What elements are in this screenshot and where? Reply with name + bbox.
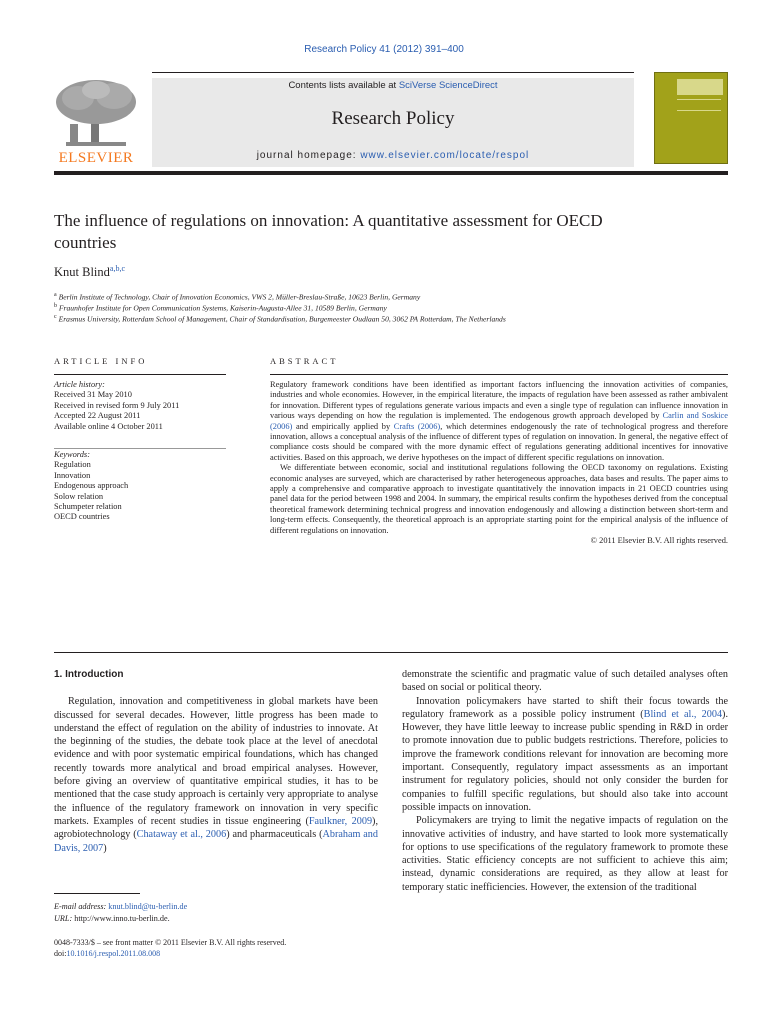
author-url: URL: http://www.inno.tu-berlin.de. — [54, 914, 170, 923]
abstract-body: Regulatory framework conditions have been identified as important factors influencing the innovation activities of companies, industries and whole economies. However, in the empirical literature, the impacts of regulation have been assessed as rather ambivalent for innovation. Different types of regulations generate various impacts and even a single type of regulation can influence innovation in various ways depending on how the regulation is implemented. The endogenous growth approach developed by Carlin and Soskice (2006) and empirically applied by Crafts (2006), which determines endogenously the rate of technological progress and therefore innovation, allows a conceptual analysis of the influence of different types of regulation on innovation. In general, the negative effect of compliance costs should be compared with the more dynamic effect of regulations generating additional incentives for innovative activities. Based on this approach, we derive hypotheses on the impact of different specific regulations on innovation. We differentiate between economic, social and institutional regulations following the OECD taxonomy on regulations. Existing economic analyses are surveyed, which are characterised by rather heterogeneous approaches, data bases and results. The paper aims to apply a comprehensive and comparative approach to investigate quantitatively the innovation impacts in 21 OECD countries using panel data for the period between 1998 and 2004. In summary, the empirical results confirm the hypotheses derived from the conceptual theoretical framework determining technical progress and innovation endogenously and allowing a distinction between short-term and long-term effects. Consequently, the theoretical approach is an appropriate starting point for the empirical analysis of the influence of different regulations on innovation. © 2011 Elsevier B.V. All rights reserved. — [270, 380, 728, 546]
journal-title: Research Policy — [331, 108, 455, 129]
author-affiliation-links[interactable]: a,b,c — [109, 264, 126, 273]
section-rule — [54, 652, 728, 653]
keyword: OECD countries — [54, 512, 110, 522]
affiliation-b: $^b$ Fraunhofer Institute for Open Communication Systems, Kaiserin-Augusta-Allee 31, 10589 Berlin, Germany — [54, 303, 387, 313]
elsevier-wordmark: ELSEVIER — [58, 150, 134, 166]
email-link[interactable]: knut.blind@tu-berlin.de — [108, 902, 188, 911]
front-matter: 0048-7333/$ – see front matter © 2011 Elsevier B.V. All rights reserved. — [54, 938, 287, 947]
author: Knut Blind$^{a,b,c}$ — [54, 264, 126, 280]
body-right-column: demonstrate the scientific and pragmatic value of such detailed analyses often based on social or political theory. Innovation policymakers have started to shift their focus towards the regulatory framework as a possible policy instrument (Blind et al., 2004). However, they have little leeway to increase public spending in R&D in order to promote innovation due to public budgets restrictions. Therefore, policies to improve the framework conditions relevant for innovation are becoming more important. Consequently, regulatory impact assessments as an important instrument for regulatory policies, should not only consider the burden for companies to fulfill specific regulations, but should also take into account possible impacts on innovation. Policymakers are trying to limit the negative impacts of regulation on the innovative activities of industry, and have started to look more systematically for options to use specifications of the regulatory framework to promote these activities. Static efficiency concepts are not sufficient to achieve this aim; instead, dynamic considerations are required, as they allow at least for temporary static inefficiencies. However, the extension of the traditional — [402, 669, 728, 893]
affiliation-c: $^c$ Erasmus University, Rotterdam School of Management, Chair of Standardisation, Burgemeester Oudlaan 50, 3062 PA Rotterdam, The Netherlands — [54, 314, 506, 324]
article-history: Article history: Received 31 May 2010 Received in revised form 9 July 2011 Accepted 22 August 2011 Available online 4 October 2011 — [54, 380, 180, 431]
article-info-rule — [54, 374, 226, 375]
info-divider — [54, 448, 226, 449]
keyword: Schumpeter relation — [54, 502, 122, 512]
citation-faulkner[interactable]: Faulkner, 2009 — [308, 815, 373, 827]
abstract-heading: ABSTRACT — [270, 356, 339, 366]
section-heading-introduction: 1. Introduction — [54, 669, 124, 680]
affiliation-a: $^a$ Berlin Institute of Technology, Chair of Innovation Economics, VWS 2, Müller-Breslau-Straße, 10623 Berlin, Germany — [54, 292, 421, 302]
keyword: Solow relation — [54, 491, 104, 501]
journal-cover-thumbnail — [654, 72, 728, 164]
url-link[interactable]: http://www.inno.tu-berlin.de. — [74, 914, 170, 923]
citation-crafts[interactable]: Crafts (2006) — [393, 421, 441, 431]
keyword: Innovation — [54, 470, 91, 480]
header-rule — [152, 72, 634, 73]
article-info-heading: ARTICLE INFO — [54, 356, 148, 366]
citation-abraham-davis[interactable]: Abraham and Davis, 2007 — [54, 829, 378, 854]
contents-line: Contents lists available at SciVerse ScienceDirect — [288, 80, 498, 91]
keywords: Keywords: Regulation Innovation Endogenous approach Solow relation Schumpeter relation OECD countries — [54, 450, 226, 523]
cover-lines — [677, 99, 721, 111]
copyright: © 2011 Elsevier B.V. All rights reserved. — [590, 536, 728, 546]
abstract-rule — [270, 374, 728, 375]
homepage-link[interactable]: www.elsevier.com/locate/respol — [360, 150, 530, 161]
journal-reference[interactable]: Research Policy 41 (2012) 391–400 — [304, 44, 464, 55]
author-email: E-mail address: knut.blind@tu-berlin.de — [54, 902, 188, 911]
citation-blind[interactable]: Blind et al., 2004 — [643, 708, 723, 720]
header-thick-rule — [54, 171, 728, 175]
keyword: Regulation — [54, 460, 91, 470]
body-left-column: 1. Introduction Regulation, innovation and competitiveness in global markets have been discussed for several decades. However, little progress has been made to understand the effect of regulation on the ability of industries to innovate. At the beginning of the studies, the debate took place at the level of anecdotal evidence and with poor systematic empirical foundations, which has changed recently towards more analytical and broad empirical analyses. However, before giving an overview of quantitative empirical studies, it has to be mentioned that the case study approach is certainly very appropriate to analyse the influence of the regulatory framework on innovation in very specific markets. Examples of recent studies in tissue engineering (Faulkner, 2009), agrobiotechnology (Chataway et al., 2006) and pharmaceuticals (Abraham and Davis, 2007) — [54, 669, 378, 854]
article-title: The influence of regulations on innovation: A quantitative assessment for OECD countries — [54, 211, 603, 252]
keyword: Endogenous approach — [54, 481, 129, 491]
journal-homepage: journal homepage: www.elsevier.com/locate/respol — [256, 150, 530, 161]
citation-carlin-soskice[interactable]: Carlin and Soskice (2006) — [270, 411, 728, 431]
cover-title-band — [677, 79, 723, 95]
footnote-rule — [54, 893, 140, 894]
citation-chataway[interactable]: Chataway et al., 2006 — [136, 829, 227, 841]
doi-link[interactable]: 10.1016/j.respol.2011.08.008 — [66, 949, 161, 958]
sciencedirect-link[interactable]: SciVerse ScienceDirect — [398, 80, 498, 91]
doi: doi:10.1016/j.respol.2011.08.008 — [54, 949, 161, 958]
